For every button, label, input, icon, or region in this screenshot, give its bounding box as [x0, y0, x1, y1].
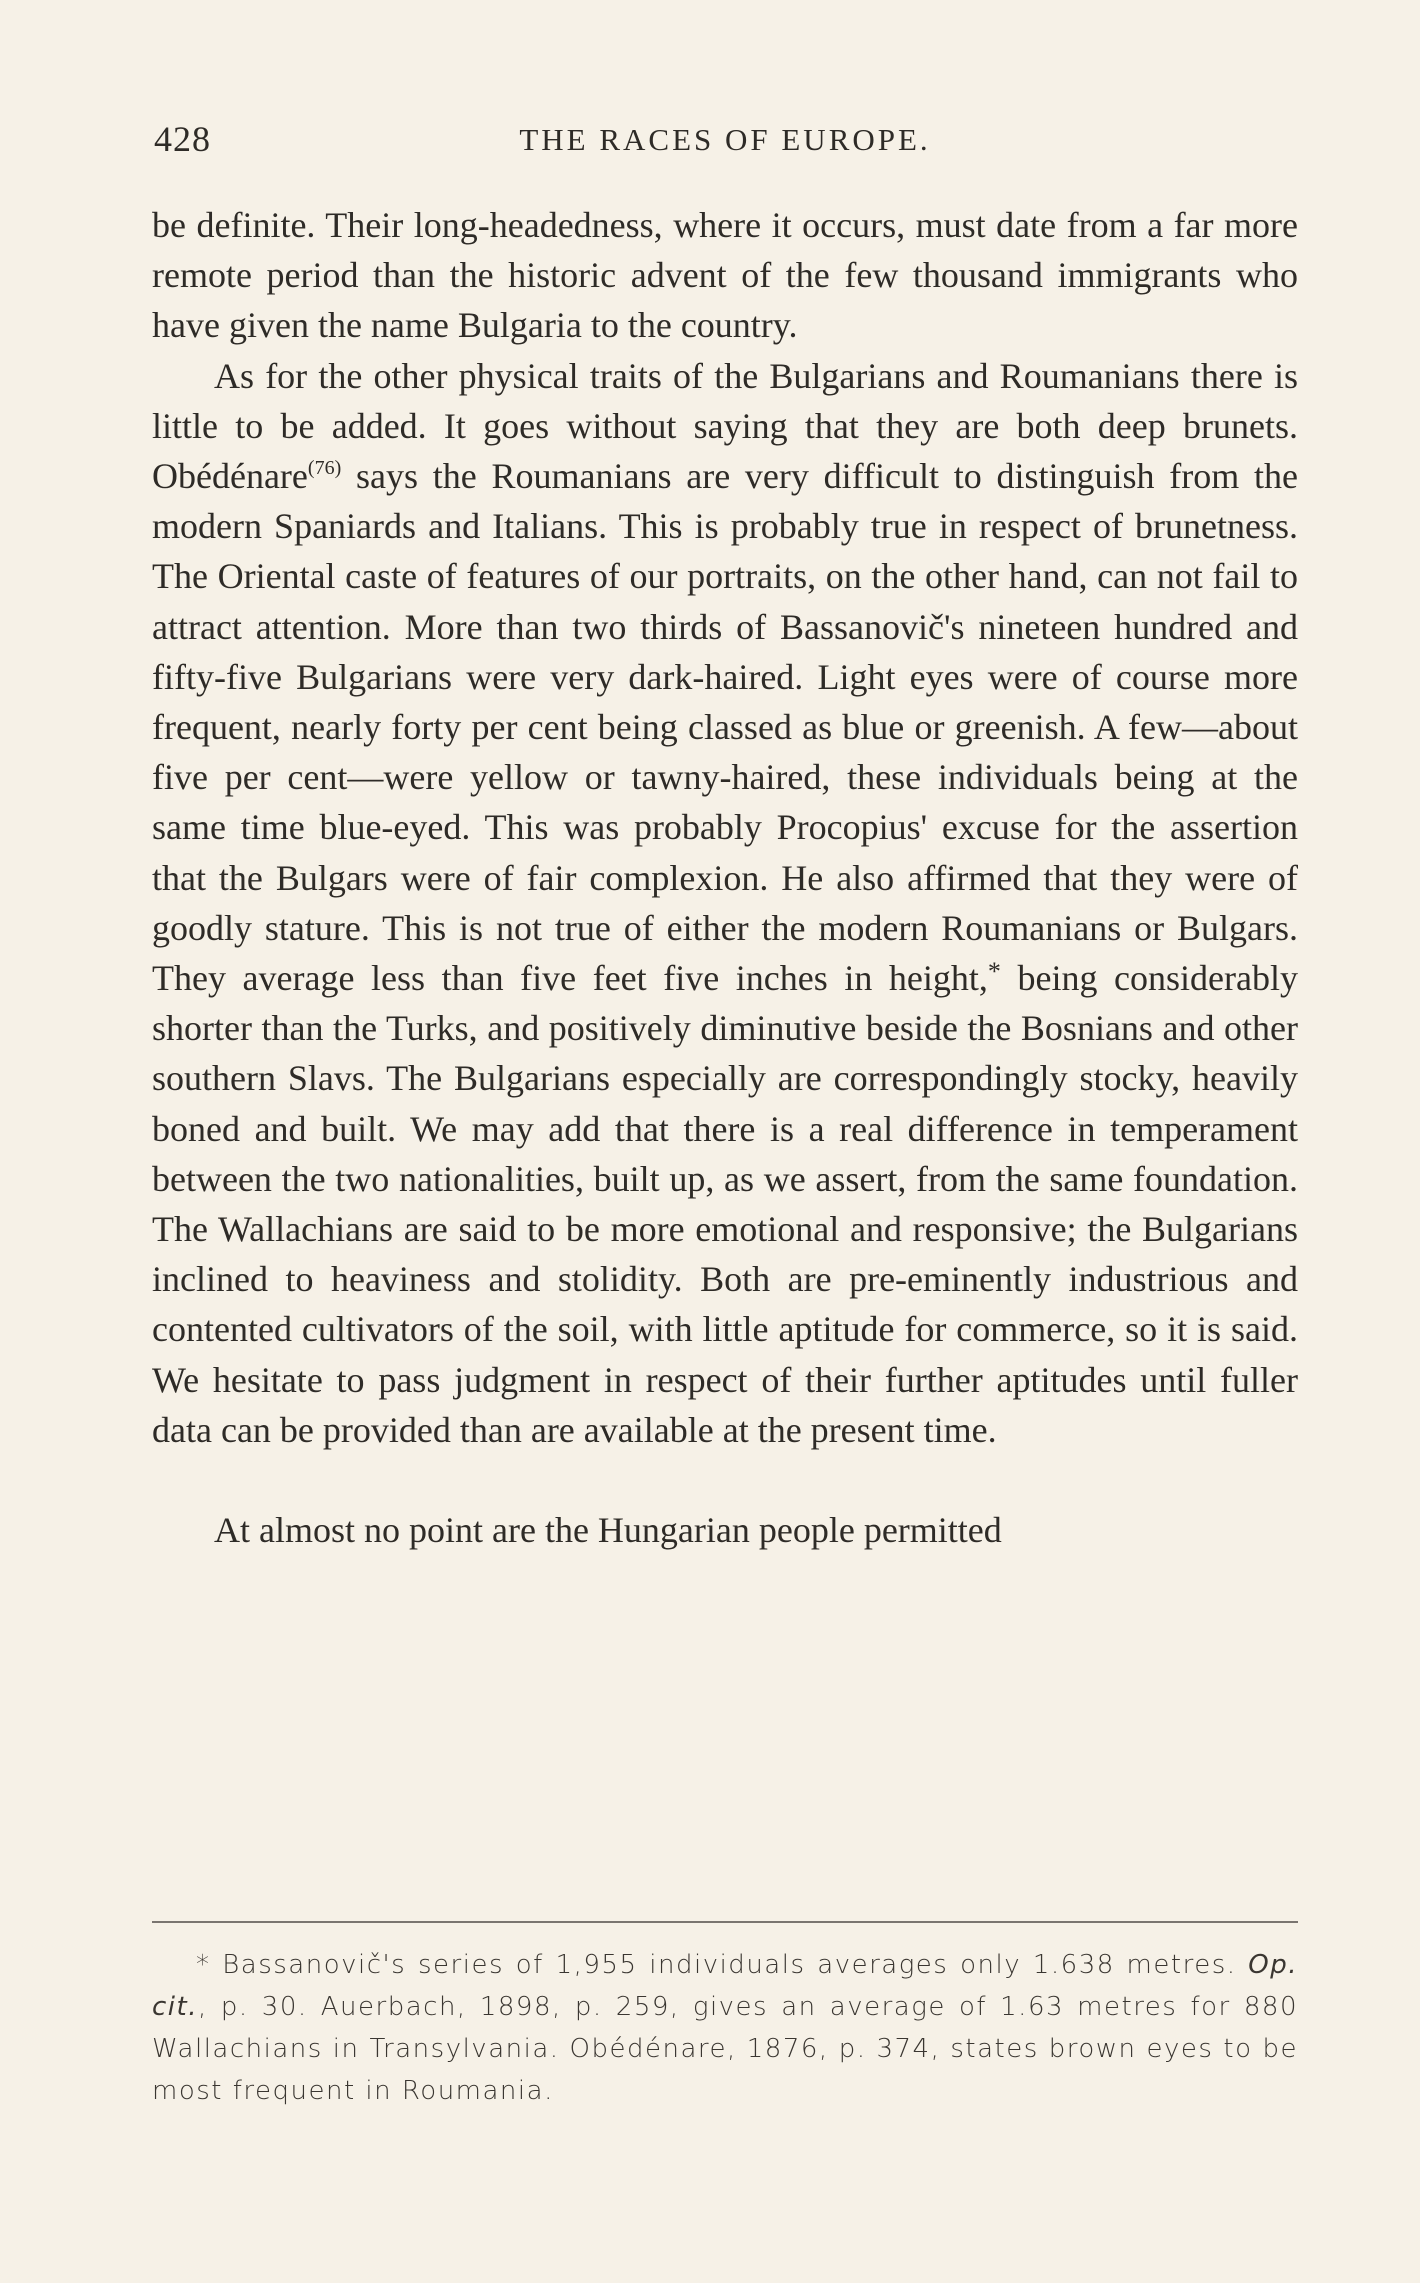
citation-reference: (76): [307, 457, 342, 480]
paragraph-hungarian: At almost no point are the Hungarian people permitted: [214, 1510, 1002, 1551]
page-number: 428: [154, 119, 211, 159]
footnote-divider: [152, 1921, 1298, 1923]
footnote-marker: *: [987, 957, 1001, 987]
footnote-marker: *: [196, 1950, 211, 1980]
running-head: THE RACES OF EUROPE.: [519, 122, 931, 157]
paragraph-text-part: As for the other physical traits of the Bulgarians and Roumanians there is little to be added. It goes without saying that they are both deep brunets. Obédénare: [152, 355, 1298, 497]
footnote: [152, 1944, 1298, 2112]
paragraph-text-part: being considerably shorter than the Turks, and positively diminutive beside the Bosnians and other southern Slavs. The Bulgarians especially are correspondingly stocky, heavily boned and built. We may add that there is a real difference in temperament between the two nationalities, built up, as we assert, from the same foundation. The Wallachians are said to be more emotional and responsive; the Bulgarians inclined to heaviness and stolidity. Both are pre-eminently industrious and contented cultivators of the soil, with little aptitude for commerce, so it is said. We hesitate to pass judgment in respect of their further aptitudes until fuller data can be provided than are available at the present time.: [152, 958, 1298, 1450]
paragraph-continued: be definite. Their long-headedness, where it occurs, must date from a far more remote period than the historic advent of the few thousand immigrants who have given the name Bulgaria to the country.: [152, 205, 1298, 346]
body-text: [152, 200, 1298, 1555]
footnote-op-cit: Op. cit.: [152, 1950, 1299, 2022]
footnote-text-part: , p. 30. Auerbach, 1898, p. 259, gives an average of 1.63 metres for 880 Wallachians in Transylvania. Obédénare, 1876, p. 374, states brown eyes to be most frequent in Roumania.: [152, 1992, 1298, 2106]
footnote-text-part: Bassanovič's series of 1,955 individuals averages only 1.638 metres.: [210, 1950, 1237, 1980]
page-header: [150, 118, 1300, 168]
paragraph-text-part: says the Roumanians are very difficult to distinguish from the modern Spaniards and Italians. This is probably true in respect of brunetness. The Oriental caste of features of our portraits, on the other hand, can not fail to attract attention. More than two thirds of Bassanovič's nineteen hundred and fifty-five Bulgarians were very dark-haired. Light eyes were of course more frequent, nearly forty per cent being classed as blue or greenish. A few—about five per cent—were yellow or tawny-haired, these individuals being at the same time blue-eyed. This was probably Procopius' excuse for the assertion that the Bulgars were of fair complexion. He also affirmed that they were of goodly stature. This is not true of either the modern Roumanians or Bulgars. They average less than five feet five inches in height,: [152, 456, 1298, 999]
paragraph-physical-traits: [152, 351, 1298, 1455]
